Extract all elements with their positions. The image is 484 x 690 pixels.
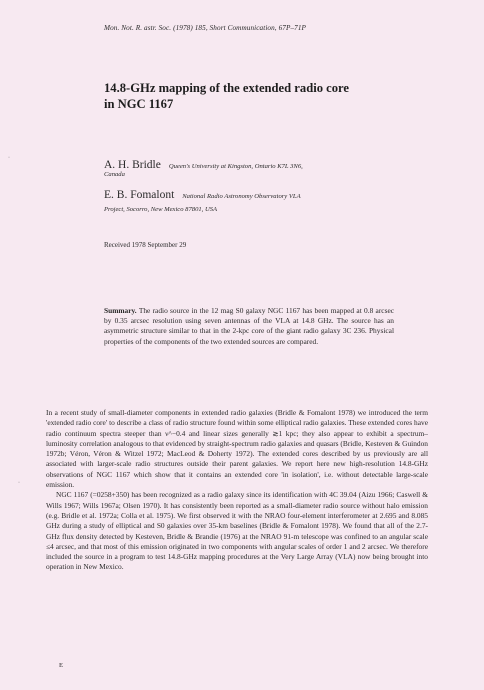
- received-date: Received 1978 September 29: [104, 241, 187, 249]
- author-2-affiliation-cont: Project, Socorro, New Mexico 87801, USA: [104, 206, 218, 213]
- author-2: [104, 185, 301, 203]
- title-line-1: 14.8-GHz mapping of the extended radio core: [104, 81, 349, 95]
- summary-label: Summary.: [104, 306, 137, 315]
- summary-abstract: [104, 306, 394, 347]
- author-1-name: A. H. Bridle: [104, 159, 161, 171]
- paper-title: [104, 80, 404, 112]
- author-1-affiliation: Queen's University at Kingston, Ontario K7L 3N6,: [168, 163, 303, 170]
- author-1-affiliation-cont: Canada: [104, 171, 125, 178]
- footer-mark: E: [59, 662, 64, 669]
- margin-tick-mark: ·: [18, 480, 20, 486]
- body-paragraph-1: In a recent study of small-diameter components in extended radio galaxies (Bridle & Fomalont 1978) we introduced the term 'extended radio core' to describe a class of radio structure found within some elliptical radio galaxies. These extended cores have radio continuum spectra steeper than ν^−0.4 and linear sizes generally ≳1 kpc; they also appear to exhibit a spectrum–luminosity correlation analogous to that evidenced by straight-spectrum radio galaxies and quasars (Bridle, Kesteven & Guindon 1972b; Véron, Véron & Witzel 1972; MacLeod & Doherty 1972). The extended cores described by us previously are all associated with larger-scale radio structures outside their parent galaxies. We report here new high-resolution 14.8-GHz observations of NGC 1167 which show that it contains an extended core 'in isolation', i.e. without detectable large-scale emission.: [46, 408, 428, 490]
- margin-tick-mark: ·: [8, 155, 10, 161]
- body-paragraph-2: NGC 1167 (=0258+350) has been recognized as a radio galaxy since its identification with 4C 39.04 (Aizu 1966; Caswell & Wills 1967; Wills 1967a; Olsen 1970). It has consistently been reported as a small-diameter radio source without halo emission (e.g. Bridle et al. 1972a; Colla et al. 1975). We first observed it with the NRAO four-element interferometer at 2.695 and 8.085 GHz during a study of elliptical and S0 galaxies over 35-km baselines (Bridle & Fomalont 1978). We found that all of the 2.7-GHz flux density detected by Kesteven, Bridle & Brandie (1976) at the NRAO 91-m telescope was confined to an angular scale ≤4 arcsec, and that most of this emission originated in two components with angular scales of order 1 and 2 arcsec. We therefore included the source in a program to test 14.8-GHz mapping procedures at the Very Large Array (VLA) now being brought into operation in New Mexico.: [46, 490, 428, 572]
- summary-text: The radio source in the 12 mag S0 galaxy NGC 1167 has been mapped at 0.8 arcsec by 0.35 arcsec resolution using seven antennas of the VLA at 14.8 GHz. The source has an asymmetric structure similar to that in the 2-kpc core of the giant radio galaxy 3C 236. Physical properties of the components of the two extended sources are compared.: [104, 306, 395, 346]
- body-text: [46, 408, 428, 573]
- author-2-name: E. B. Fomalont: [104, 189, 175, 201]
- journal-citation: Mon. Not. R. astr. Soc. (1978) 185, Short Communication, 67P–71P: [104, 24, 307, 32]
- author-2-affiliation: National Radio Astronomy Observatory VLA: [182, 193, 301, 200]
- author-1: [104, 155, 303, 173]
- title-line-2: in NGC 1167: [104, 97, 174, 111]
